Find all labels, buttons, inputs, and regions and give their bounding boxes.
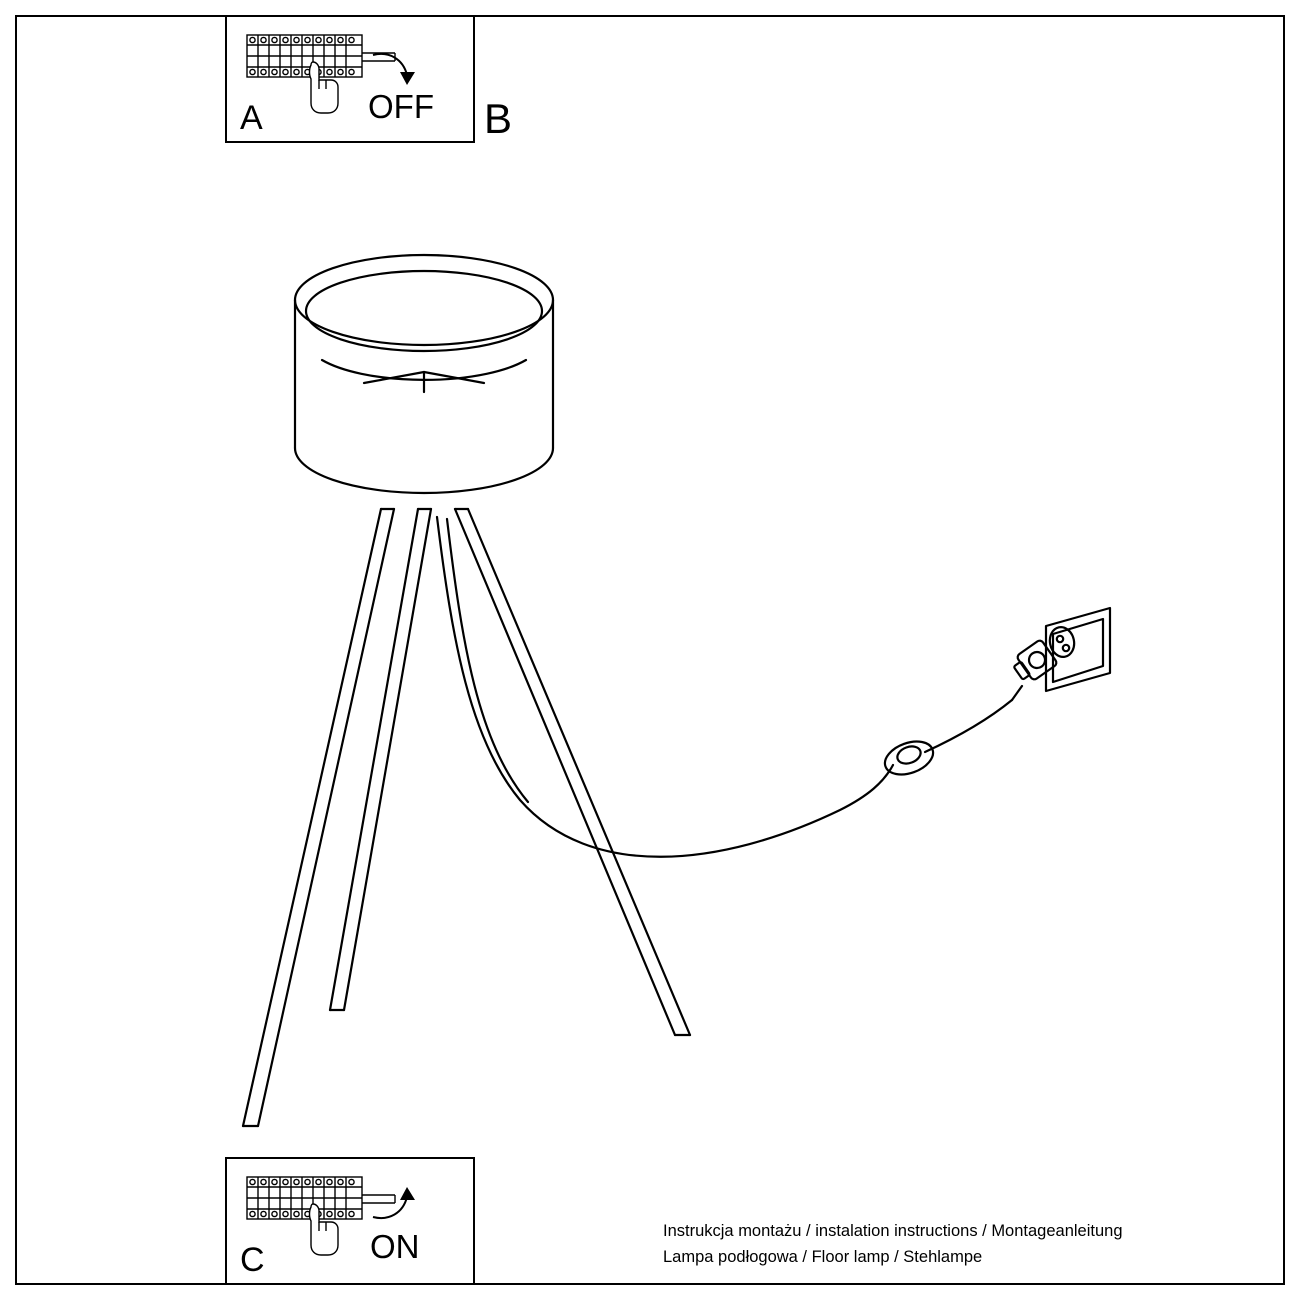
panel-a-state-label: OFF: [368, 88, 434, 125]
panel-a-graphic: [227, 17, 477, 145]
page-border: [15, 15, 1285, 1285]
panel-a-letter: A: [240, 99, 263, 137]
panel-c-state-label: ON: [370, 1228, 420, 1265]
footer-line-2: Lampa podłogowa / Floor lamp / Stehlampe: [663, 1248, 983, 1266]
footer-line-1: Instrukcja montażu / instalation instructions / Montageanleitung: [663, 1222, 1123, 1240]
footer-text: [663, 1218, 1123, 1270]
panel-c-letter: C: [240, 1241, 265, 1279]
panel-b-letter: B: [484, 95, 513, 142]
